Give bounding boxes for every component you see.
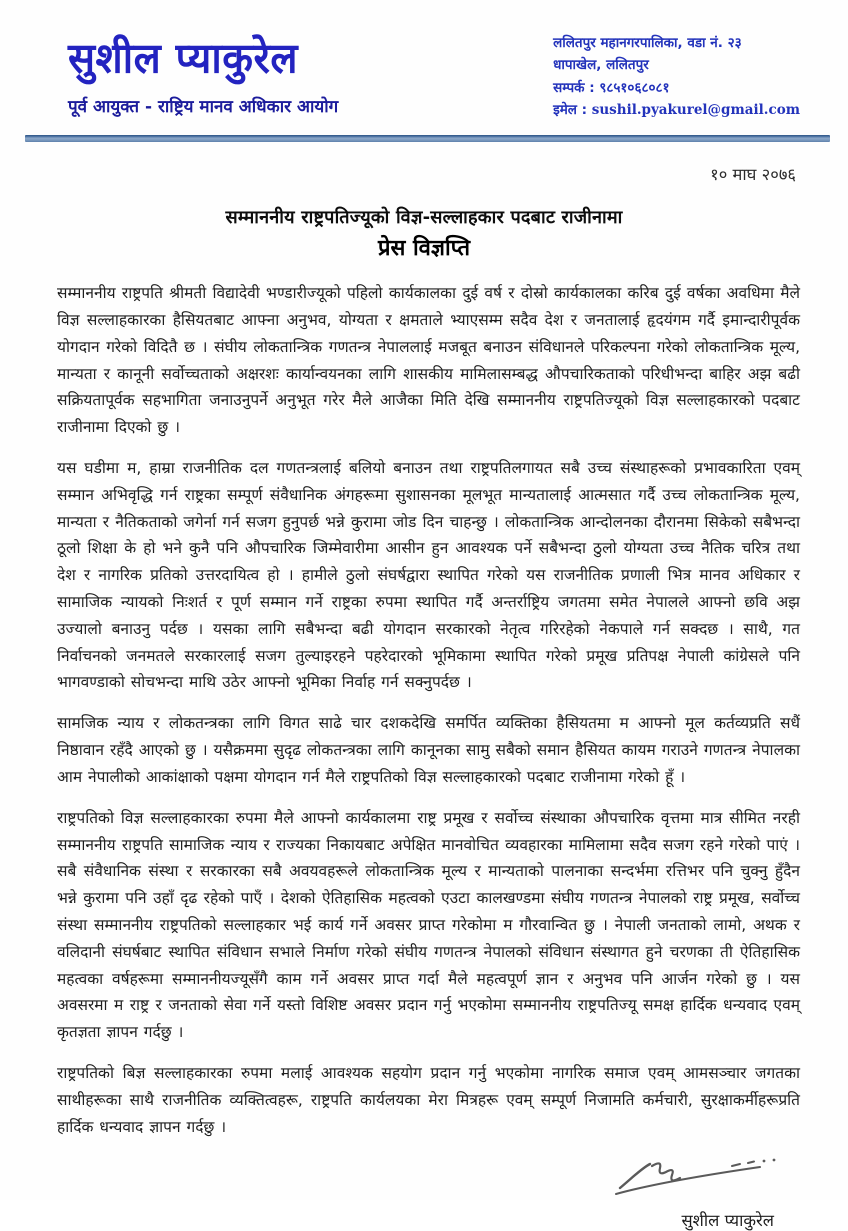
document-body: [0, 262, 848, 1140]
letterhead-contact-block: [553, 30, 800, 121]
email-line: [553, 99, 800, 121]
document-date: १० माघ २०७६: [710, 165, 796, 185]
email-label: इमेल :: [553, 101, 592, 118]
document-title: सम्माननीय राष्ट्रपतिज्यूको विज्ञ-सल्लाहकार पदबाट राजीनामा: [225, 207, 623, 229]
document-subtitle: प्रेस विज्ञप्ति: [377, 236, 471, 262]
body-paragraph-5: राष्ट्रपतिको बिज्ञ सल्लाहकारका रुपमा मलाई आवश्यक सहयोग प्रदान गर्नु भएकोमा नागरिक समाज एवम् आमसञ्चार जगतका साथीहरूका साथै राजनीतिक व्यक्तित्वहरू, राष्ट्रपति कार्यलयका मेरा मित्रहरू एवम् सम्पूर्ण निजामति कर्मचारी, सुरक्षाकर्मीहरूप्रति हार्दिक धन्यवाद ज्ञापन गर्दछु ।: [57, 1064, 800, 1136]
signature-scribble: [612, 1154, 782, 1206]
letterhead-designation: पूर्व आयुक्त - राष्ट्रिय मानव अधिकार आयोग: [68, 97, 339, 117]
address-line-2: धापाखेल, ललितपुर: [553, 57, 649, 74]
body-paragraph-1: सम्माननीय राष्ट्रपति श्रीमती विद्यादेवी भण्डारीज्यूको पहिलो कार्यकालका दुई वर्ष र दोस्रो कार्यकालका करिब दुई वर्षका अवधिमा मैले विज्ञ सल्लाहकारका हैसियतबाट आफ्ना अनुभव, योग्यता र क्षमताले भ्याएसम्म सदैव देश र जनतालाई हृदयंगम गर्दै इमान्दारीपूर्वक योगदान गरेको विदितै छ । संघीय लोकतान्त्रिक गणतन्त्र नेपाललाई मजबूत बनाउन संविधानले परिकल्पना गरेको लोकतान्त्रिक मूल्य, मान्यता र कानूनी सर्वोच्चताको अक्षरशः कार्यान्वयनका लागि शासकीय मामिलासम्बद्ध औपचारिकताको परिधीभन्दा बाहिर अझ बढी सक्रियतापूर्वक सहभागिता जनाउनुपर्ने अनुभूत गरेर मैले आजैका मिति देखि सम्माननीय राष्ट्रपतिज्यूको विज्ञ सल्लाहकारको पदबाट राजीनामा दिएको छु ।: [57, 284, 800, 437]
contact-line: सम्पर्क : ९८५१०६८०८१: [553, 79, 670, 96]
body-paragraph-3: सामजिक न्याय र लोकतन्त्रका लागि विगत साढे चार दशकदेखि समर्पित व्यक्तिका हैसियतमा म आफ्नो मूल कर्तव्यप्रति सधैं निष्ठावान रहँदै आएको छु । यसैक्रममा सुदृढ लोकतन्त्रका लागि कानूनका सामु सबैको समान हैसियत कायम गराउने गणतन्त्र नेपालका आम नेपालीको आकांक्षाको पक्षमा योगदान गर्न मैले राष्ट्रपतिको विज्ञ सल्लाहकारको पदबाट राजीनामा गरेको हूँ ।: [57, 714, 800, 786]
letterhead-name: सुशील प्याकुरेल: [68, 34, 298, 84]
address-line-1: ललितपुर महानगरपालिका, वडा नं. २३: [553, 35, 742, 51]
letterhead-divider-rule: [25, 135, 830, 142]
letterhead-left: [68, 30, 338, 117]
body-paragraph-4: राष्ट्रपतिको विज्ञ सल्लाहकारका रुपमा मैले आफ्नो कार्यकालमा राष्ट्र प्रमूख र सर्वोच्च संस्थाका औपचारिक वृत्तमा मात्र सीमित नरही सम्माननीय राष्ट्रपति सामाजिक न्याय र राज्यका निकायबाट अपेक्षित मानवोचित व्यवहारका मामिलामा सदैव सजग रहने गरेको पाएं । सबै संवैधानिक संस्था र सरकारका सबै अवयवहरूले लोकतान्त्रिक मूल्य र मान्यताको पालनाका सन्दर्भमा रत्तिभर पनि चुक्नु हुँदैन भन्ने कुरामा पनि उहाँ दृढ रहेको पाएँ । देशको ऐतिहासिक महत्वको एउटा कालखण्डमा संघीय गणतन्त्र नेपालको राष्ट्र प्रमूख, सर्वोच्च संस्था सम्माननीय राष्ट्रपतिको सल्लाहकार भई कार्य गर्ने अवसर प्राप्त गरेकोमा म गौरवान्वित छु । नेपाली जनताको लामो, अथक र वलिदानी संघर्षबाट स्थापित संविधान सभाले निर्माण गरेको संघीय गणतन्त्र नेपालको संविधान संस्थागत हुने चरणका ती ऐतिहासिक महत्वका वर्षहरूमा सम्माननीयज्यूसँगै काम गर्ने अवसर प्राप्त गर्दा मैले महत्वपूर्ण ज्ञान र अनुभव पनि आर्जन गरेको छु । यस अवसरमा म राष्ट्र र जनताको सेवा गर्ने यस्तो विशिष्ट अवसर प्रदान गर्नु भएकोमा सम्माननीय राष्ट्रपतिज्यू समक्ष हार्दिक धन्यवाद एवम् कृतज्ञता ज्ञापन गर्दछु ।: [57, 808, 800, 1042]
email-link[interactable]: sushil.pyakurel@gmail.com: [591, 101, 800, 118]
signature-block: [0, 1154, 848, 1231]
signatory-name: सुशील प्याकुरेल: [681, 1211, 774, 1231]
letterhead: [0, 0, 848, 121]
body-paragraph-2: यस घडीमा म, हाम्रा राजनीतिक दल गणतन्त्रलाई बलियो बनाउन तथा राष्ट्रपतिलगायत सबै उच्च संस्थाहरूको प्रभावकारिता एवम् सम्मान अभिवृद्धि गर्न राष्ट्रका सम्पूर्ण संवैधानिक अंगहरूमा सुशासनका मूलभूत मान्यतालाई आत्मसात गर्दै उच्च लोकतान्त्रिक मूल्य, मान्यता र नैतिकताको जगेर्ना गर्न सजग हुनुपर्छ भन्ने कुरामा जोड दिन चाहन्छु । लोकतान्त्रिक आन्दोलनका दौरानमा सिकेको सबैभन्दा ठूलो शिक्षा के हो भने कुनै पनि औपचारिक जिम्मेवारीमा आसीन हुन आवश्यक पर्ने सबैभन्दा ठुलो योग्यता उच्च नैतिक चरित्र तथा देश र नागरिक प्रतिको उत्तरदायित्व हो । हामीले ठुलो संघर्षद्वारा स्थापित गरेको यस राजनीतिक प्रणाली भित्र मानव अधिकार र सामाजिक न्यायको निःशर्त र पूर्ण सम्मान गर्ने राष्ट्रका रुपमा स्थापित गर्दै अन्तर्राष्ट्रिय जगतमा समेत नेपालले आफ्नो छवि अझ उज्यालो बनाउनु पर्दछ । यसका लागि सबैभन्दा बढी योगदान सरकारको नेतृत्व गरिरहेको नेकपाले गर्न सक्दछ । साथै, गत निर्वाचनको जनमतले सरकारलाई सजग तुल्याइरहने पहरेदारको भूमिकामा स्थापित गरेको प्रमूख प्रतिपक्ष नेपाली कांग्रेसले पनि भागवण्डाको सोचभन्दा माथि उठेर आफ्नो भूमिका निर्वाह गर्न सक्नुपर्दछ ।: [57, 458, 800, 692]
